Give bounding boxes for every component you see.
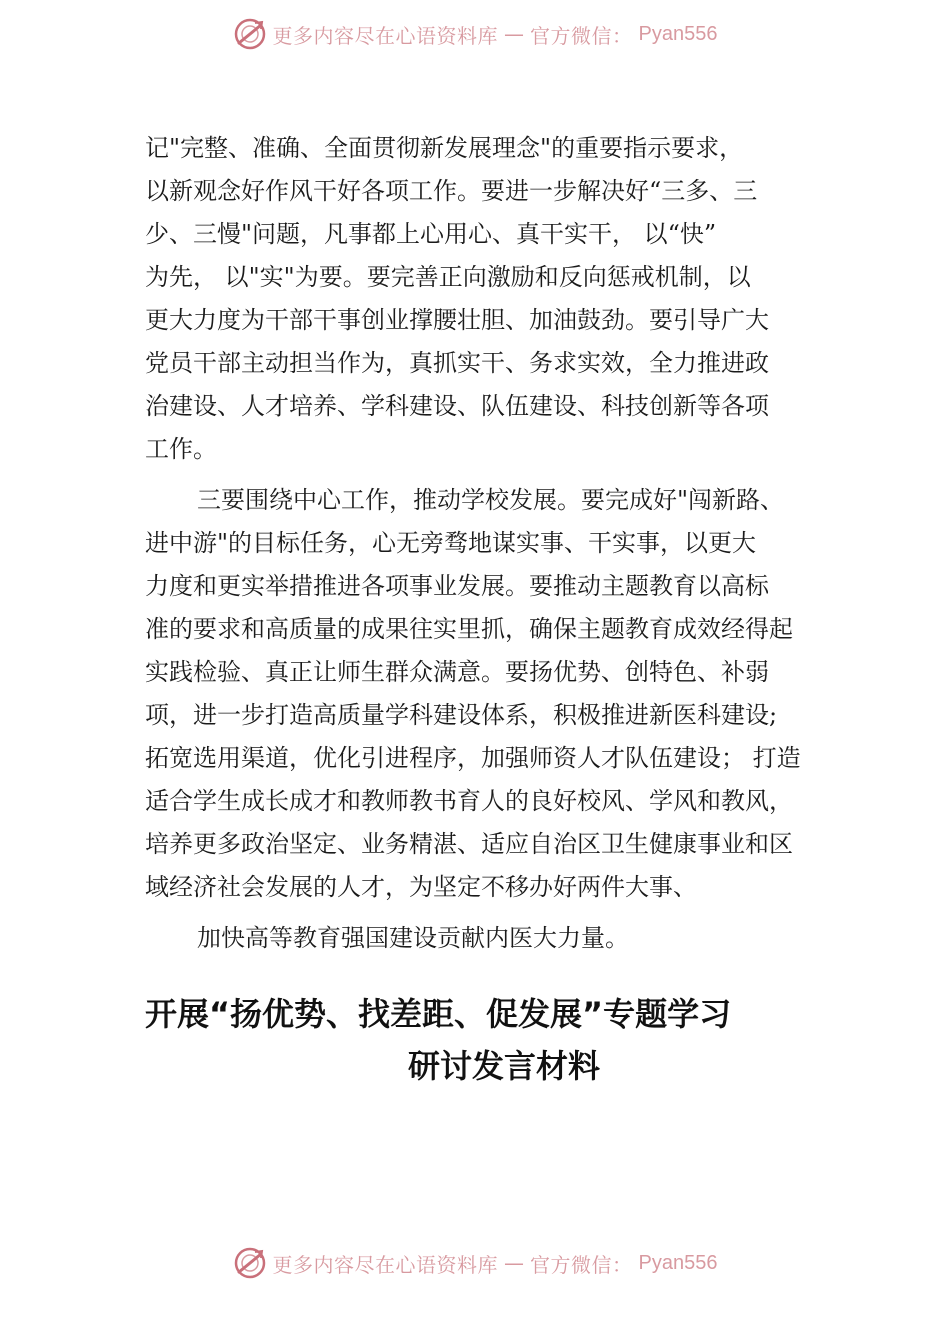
paragraph-2 [145, 479, 813, 909]
paragraph-3 [145, 917, 813, 960]
section-title-line-2: 研讨发言材料 [407, 1047, 600, 1085]
text-line: 实践检验、真正让师生群众满意。要扬优势、创特色、补弱 [145, 658, 769, 686]
text-line: 以新观念好作风干好各项工作。要进一步解决好“三多、三 [145, 177, 758, 205]
watermark-banner-bottom [0, 1243, 950, 1283]
text-line: 培养更多政治坚定、业务精湛、适应自治区卫生健康事业和区 [145, 830, 793, 858]
text-line: 为先， 以"实"为要。要完善正向激励和反向惩戒机制，以 [145, 263, 751, 291]
library-logo-icon [233, 1246, 267, 1280]
text-line: 域经济社会发展的人才，为坚定不移办好两件大事、 [145, 873, 697, 901]
text-line: 工作。 [145, 435, 217, 463]
watermark-official-label: 官方微信： [530, 1252, 633, 1277]
text-line: 力度和更实举措推进各项事业发展。要推动主题教育以高标 [145, 572, 769, 600]
text-line: 准的要求和高质量的成果往实里抓，确保主题教育成效经得起 [145, 615, 793, 643]
section-title [145, 988, 813, 1092]
text-line: 项，进一步打造高质量学科建设体系，积极推进新医科建设; [145, 701, 778, 729]
text-line: 少、三慢"问题，凡事都上心用心、真干实干， 以“快” [145, 220, 717, 248]
watermark-text: 更多内容尽在心语资料库 [272, 23, 499, 48]
text-line: 更大力度为干部干事创业撑腰壮胆、加油鼓劲。要引导广大 [145, 306, 769, 334]
watermark-separator: — [504, 1251, 525, 1275]
watermark-separator: — [504, 22, 525, 46]
text-line: 治建设、人才培养、学科建设、队伍建设、科技创新等各项 [145, 392, 769, 420]
document-body [145, 127, 813, 960]
text-line: 三要围绕中心工作，推动学校发展。要完成好"闯新路、 [197, 486, 785, 514]
text-line: 加快高等教育强国建设贡献内医大力量。 [197, 924, 629, 952]
watermark-banner-top [0, 14, 950, 54]
section-title-line-1: 开展“扬优势、找差距、促发展”专题学习 [145, 995, 732, 1033]
watermark-wechat-id: Pyan556 [638, 22, 718, 45]
text-line: 记"完整、准确、全面贯彻新发展理念"的重要指示要求， [145, 134, 744, 162]
text-line: 拓宽选用渠道，优化引进程序，加强师资人才队伍建设； 打造 [145, 744, 801, 772]
text-line: 党员干部主动担当作为，真抓实干、务求实效，全力推进政 [145, 349, 769, 377]
library-logo-icon [233, 17, 267, 51]
watermark-text: 更多内容尽在心语资料库 [272, 1252, 499, 1277]
text-line: 适合学生成长成才和教师教书育人的良好校风、学风和教风， [145, 787, 793, 815]
paragraph-1 [145, 127, 813, 471]
watermark-official-label: 官方微信： [530, 23, 633, 48]
text-line: 进中游"的目标任务，心无旁骛地谋实事、干实事，以更大 [145, 529, 757, 557]
watermark-wechat-id: Pyan556 [638, 1251, 718, 1274]
